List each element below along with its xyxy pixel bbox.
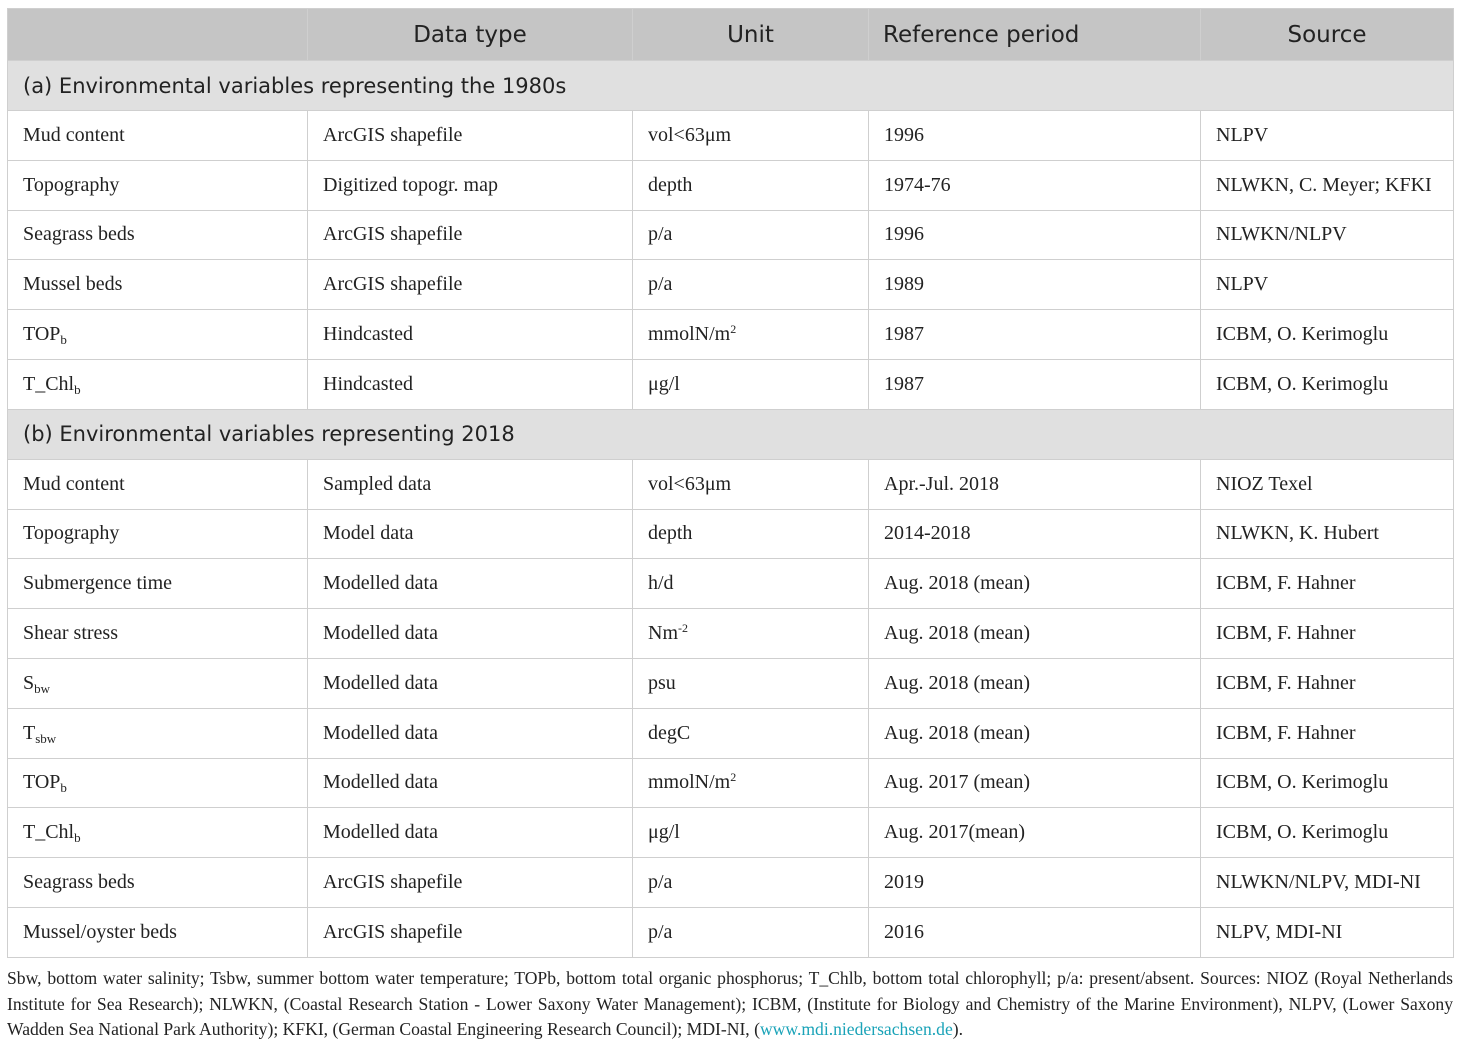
cell-source <box>1201 907 1454 957</box>
cell-unit <box>633 808 869 858</box>
table-header <box>8 9 1454 61</box>
cell-unit-text: mmolN/m <box>648 771 731 794</box>
cell-source-text: ICBM, O. Kerimoglu <box>1216 821 1389 844</box>
cell-reference-period-text: 2019 <box>884 871 924 894</box>
footnote-text: Sbw, bottom water salinity; Tsbw, summer bottom water temperature; TOPb, bottom total organic phosphorus; T_Chlb, bottom total chlorophyll; p/a: present/absent. Sources: NIOZ (Royal Netherlands Institute for Sea Research); NLWKN, (Coastal Research Station - Lower Saxony Water Management); ICBM, (Institute for Biology and Chemistry of the Marine Environment), NLPV, (Lower Saxony Wadden Sea National Park Authority); KFKI, (German Coastal Engineering Research Council); MDI-NI, ( <box>7 968 1453 1039</box>
cell-unit <box>633 708 869 758</box>
section-title: (b) Environmental variables representing 2018 <box>8 409 1454 459</box>
cell-data-type <box>308 310 633 360</box>
cell-source-text: ICBM, F. Hahner <box>1216 721 1356 744</box>
cell-source-text: NIOZ Texel <box>1216 472 1313 495</box>
cell-variable-text: Mud content <box>23 123 125 146</box>
cell-source <box>1201 658 1454 708</box>
cell-data-type <box>308 111 633 161</box>
cell-reference-period <box>869 459 1201 509</box>
footnote-tail: ). <box>952 1019 964 1039</box>
table-row <box>8 758 1454 808</box>
cell-variable <box>8 509 308 559</box>
cell-reference-period <box>869 658 1201 708</box>
cell-source-text: NLWKN/NLPV, MDI-NI <box>1216 871 1421 894</box>
table-row <box>8 509 1454 559</box>
cell-variable <box>8 459 308 509</box>
cell-source <box>1201 808 1454 858</box>
cell-data-type-text: Modelled data <box>323 671 438 694</box>
cell-unit-superscript: 2 <box>730 770 737 785</box>
cell-data-type-text: Modelled data <box>323 572 438 595</box>
cell-reference-period-text: 1989 <box>884 273 924 296</box>
cell-variable <box>8 310 308 360</box>
cell-unit <box>633 907 869 957</box>
environmental-variables-table <box>7 8 1454 958</box>
cell-variable-text: Seagrass beds <box>23 223 135 246</box>
cell-variable <box>8 160 308 210</box>
cell-variable-text: T_Chl <box>23 372 75 395</box>
cell-reference-period-text: Apr.-Jul. 2018 <box>884 472 999 495</box>
cell-unit <box>633 609 869 659</box>
cell-unit-text: μg/l <box>648 372 680 395</box>
table-row <box>8 459 1454 509</box>
cell-reference-period <box>869 808 1201 858</box>
cell-data-type <box>308 658 633 708</box>
cell-data-type <box>308 459 633 509</box>
cell-source <box>1201 310 1454 360</box>
cell-source <box>1201 111 1454 161</box>
cell-reference-period <box>869 359 1201 409</box>
cell-data-type-text: Modelled data <box>323 771 438 794</box>
cell-variable <box>8 907 308 957</box>
cell-source <box>1201 260 1454 310</box>
cell-unit <box>633 111 869 161</box>
cell-unit-text: p/a <box>648 920 673 943</box>
cell-data-type <box>308 509 633 559</box>
header-data-type: Data type <box>308 9 633 61</box>
cell-variable-text: Seagrass beds <box>23 871 135 894</box>
cell-source-text: NLWKN, K. Hubert <box>1216 522 1379 545</box>
cell-unit-text: p/a <box>648 273 673 296</box>
cell-reference-period-text: Aug. 2018 (mean) <box>884 622 1031 645</box>
cell-source <box>1201 708 1454 758</box>
cell-data-type-text: Digitized topogr. map <box>323 173 498 196</box>
cell-unit <box>633 758 869 808</box>
cell-variable <box>8 658 308 708</box>
cell-source <box>1201 160 1454 210</box>
cell-data-type-text: ArcGIS shapefile <box>323 273 463 296</box>
table-row <box>8 559 1454 609</box>
table-row <box>8 907 1454 957</box>
cell-data-type <box>308 210 633 260</box>
cell-data-type-text: Hindcasted <box>323 323 413 346</box>
cell-unit-text: psu <box>648 671 676 694</box>
section-header <box>8 61 1454 111</box>
cell-variable <box>8 111 308 161</box>
cell-variable <box>8 609 308 659</box>
cell-data-type-text: ArcGIS shapefile <box>323 223 463 246</box>
cell-reference-period <box>869 260 1201 310</box>
cell-data-type <box>308 708 633 758</box>
cell-data-type <box>308 559 633 609</box>
table-row <box>8 858 1454 908</box>
cell-variable <box>8 260 308 310</box>
cell-data-type-text: Modelled data <box>323 821 438 844</box>
cell-reference-period-text: 1987 <box>884 372 924 395</box>
cell-reference-period-text: Aug. 2018 (mean) <box>884 721 1031 744</box>
cell-source-text: ICBM, O. Kerimoglu <box>1216 771 1389 794</box>
cell-source <box>1201 459 1454 509</box>
header-source: Source <box>1201 9 1454 61</box>
cell-unit-text: p/a <box>648 871 673 894</box>
cell-unit-text: h/d <box>648 572 674 595</box>
cell-data-type-text: ArcGIS shapefile <box>323 920 463 943</box>
cell-reference-period-text: 2016 <box>884 920 924 943</box>
table-row <box>8 808 1454 858</box>
cell-variable-subscript: bw <box>34 680 51 696</box>
cell-reference-period <box>869 907 1201 957</box>
cell-unit-text: depth <box>648 173 693 196</box>
table-row <box>8 708 1454 758</box>
cell-unit-text: depth <box>648 522 693 545</box>
cell-data-type <box>308 260 633 310</box>
cell-variable-text: S <box>23 671 35 694</box>
cell-source-text: ICBM, O. Kerimoglu <box>1216 323 1389 346</box>
cell-source-text: NLWKN/NLPV <box>1216 223 1347 246</box>
cell-variable-text: T <box>23 721 36 744</box>
cell-reference-period <box>869 708 1201 758</box>
cell-unit <box>633 359 869 409</box>
cell-variable <box>8 559 308 609</box>
cell-variable-text: Mussel beds <box>23 273 123 296</box>
cell-source-text: ICBM, F. Hahner <box>1216 671 1356 694</box>
cell-reference-period-text: 1996 <box>884 223 924 246</box>
cell-variable <box>8 858 308 908</box>
cell-source <box>1201 210 1454 260</box>
cell-variable-text: Mussel/oyster beds <box>23 920 177 943</box>
cell-variable-text: TOP <box>23 323 61 346</box>
cell-reference-period-text: Aug. 2017(mean) <box>884 821 1026 844</box>
cell-reference-period <box>869 111 1201 161</box>
cell-source <box>1201 758 1454 808</box>
cell-variable-text: Topography <box>23 173 120 196</box>
cell-reference-period <box>869 509 1201 559</box>
cell-unit <box>633 509 869 559</box>
cell-variable-subscript: b <box>60 780 67 796</box>
table-row <box>8 359 1454 409</box>
cell-variable <box>8 210 308 260</box>
cell-reference-period-text: Aug. 2018 (mean) <box>884 671 1031 694</box>
cell-unit-superscript: -2 <box>678 621 688 636</box>
cell-variable <box>8 359 308 409</box>
cell-variable-subscript: b <box>60 332 67 348</box>
cell-reference-period-text: Aug. 2018 (mean) <box>884 572 1031 595</box>
section-title: (a) Environmental variables representing the 1980s <box>8 61 1454 111</box>
cell-unit-text: p/a <box>648 223 673 246</box>
cell-variable <box>8 808 308 858</box>
cell-data-type-text: Model data <box>323 522 414 545</box>
cell-variable-subscript: sbw <box>35 730 57 746</box>
cell-data-type-text: ArcGIS shapefile <box>323 871 463 894</box>
cell-source-text: ICBM, F. Hahner <box>1216 622 1356 645</box>
cell-data-type <box>308 907 633 957</box>
cell-data-type <box>308 359 633 409</box>
cell-reference-period-text: 1996 <box>884 123 924 146</box>
table-row <box>8 160 1454 210</box>
cell-data-type-text: Sampled data <box>323 472 432 495</box>
cell-data-type <box>308 758 633 808</box>
cell-source-text: NLWKN, C. Meyer; KFKI <box>1216 173 1432 196</box>
cell-unit-text: Nm <box>648 622 678 645</box>
cell-variable-text: Mud content <box>23 472 125 495</box>
cell-reference-period <box>869 758 1201 808</box>
table-row <box>8 310 1454 360</box>
cell-data-type <box>308 160 633 210</box>
table-footnote <box>7 966 1453 1043</box>
cell-variable-text: Submergence time <box>23 572 173 595</box>
cell-data-type-text: Modelled data <box>323 721 438 744</box>
cell-reference-period-text: 2014-2018 <box>884 522 971 545</box>
cell-source-text: NLPV, MDI-NI <box>1216 920 1343 943</box>
cell-unit-text: mmolN/m <box>648 323 731 346</box>
header-variable <box>8 9 308 61</box>
cell-data-type-text: ArcGIS shapefile <box>323 123 463 146</box>
cell-variable-subscript: b <box>74 830 81 846</box>
table-body <box>8 61 1454 958</box>
footnote-link[interactable]: www.mdi.niedersachsen.de <box>759 1019 953 1039</box>
cell-unit-text: degC <box>648 721 691 744</box>
cell-unit-text: μg/l <box>648 821 680 844</box>
cell-variable <box>8 708 308 758</box>
cell-reference-period <box>869 858 1201 908</box>
cell-unit <box>633 160 869 210</box>
cell-reference-period-text: Aug. 2017 (mean) <box>884 771 1031 794</box>
cell-source-text: ICBM, F. Hahner <box>1216 572 1356 595</box>
cell-unit <box>633 459 869 509</box>
cell-data-type <box>308 808 633 858</box>
section-header <box>8 409 1454 459</box>
cell-unit <box>633 658 869 708</box>
cell-reference-period-text: 1987 <box>884 323 924 346</box>
cell-reference-period <box>869 310 1201 360</box>
cell-reference-period <box>869 210 1201 260</box>
table-row <box>8 260 1454 310</box>
cell-variable-text: Topography <box>23 522 120 545</box>
cell-source-text: ICBM, O. Kerimoglu <box>1216 372 1389 395</box>
cell-reference-period <box>869 160 1201 210</box>
cell-data-type <box>308 858 633 908</box>
cell-unit-superscript: 2 <box>730 322 737 337</box>
cell-data-type-text: Hindcasted <box>323 372 413 395</box>
cell-variable-text: Shear stress <box>23 622 118 645</box>
cell-source-text: NLPV <box>1216 123 1269 146</box>
header-unit: Unit <box>633 9 869 61</box>
table-row <box>8 210 1454 260</box>
cell-reference-period <box>869 559 1201 609</box>
header-reference-period: Reference period <box>869 9 1201 61</box>
cell-unit <box>633 260 869 310</box>
cell-source-text: NLPV <box>1216 273 1269 296</box>
cell-unit <box>633 858 869 908</box>
cell-variable-subscript: b <box>74 381 81 397</box>
cell-unit-text: vol<63μm <box>648 472 732 495</box>
cell-source <box>1201 858 1454 908</box>
cell-unit <box>633 310 869 360</box>
cell-data-type-text: Modelled data <box>323 622 438 645</box>
cell-reference-period-text: 1974-76 <box>884 173 951 196</box>
table-row <box>8 658 1454 708</box>
cell-unit <box>633 210 869 260</box>
cell-source <box>1201 509 1454 559</box>
cell-variable-text: TOP <box>23 771 61 794</box>
cell-variable <box>8 758 308 808</box>
cell-source <box>1201 559 1454 609</box>
table-row <box>8 609 1454 659</box>
cell-source <box>1201 359 1454 409</box>
cell-source <box>1201 609 1454 659</box>
cell-reference-period <box>869 609 1201 659</box>
table-row <box>8 111 1454 161</box>
cell-data-type <box>308 609 633 659</box>
cell-unit-text: vol<63μm <box>648 123 732 146</box>
cell-unit <box>633 559 869 609</box>
cell-variable-text: T_Chl <box>23 821 75 844</box>
